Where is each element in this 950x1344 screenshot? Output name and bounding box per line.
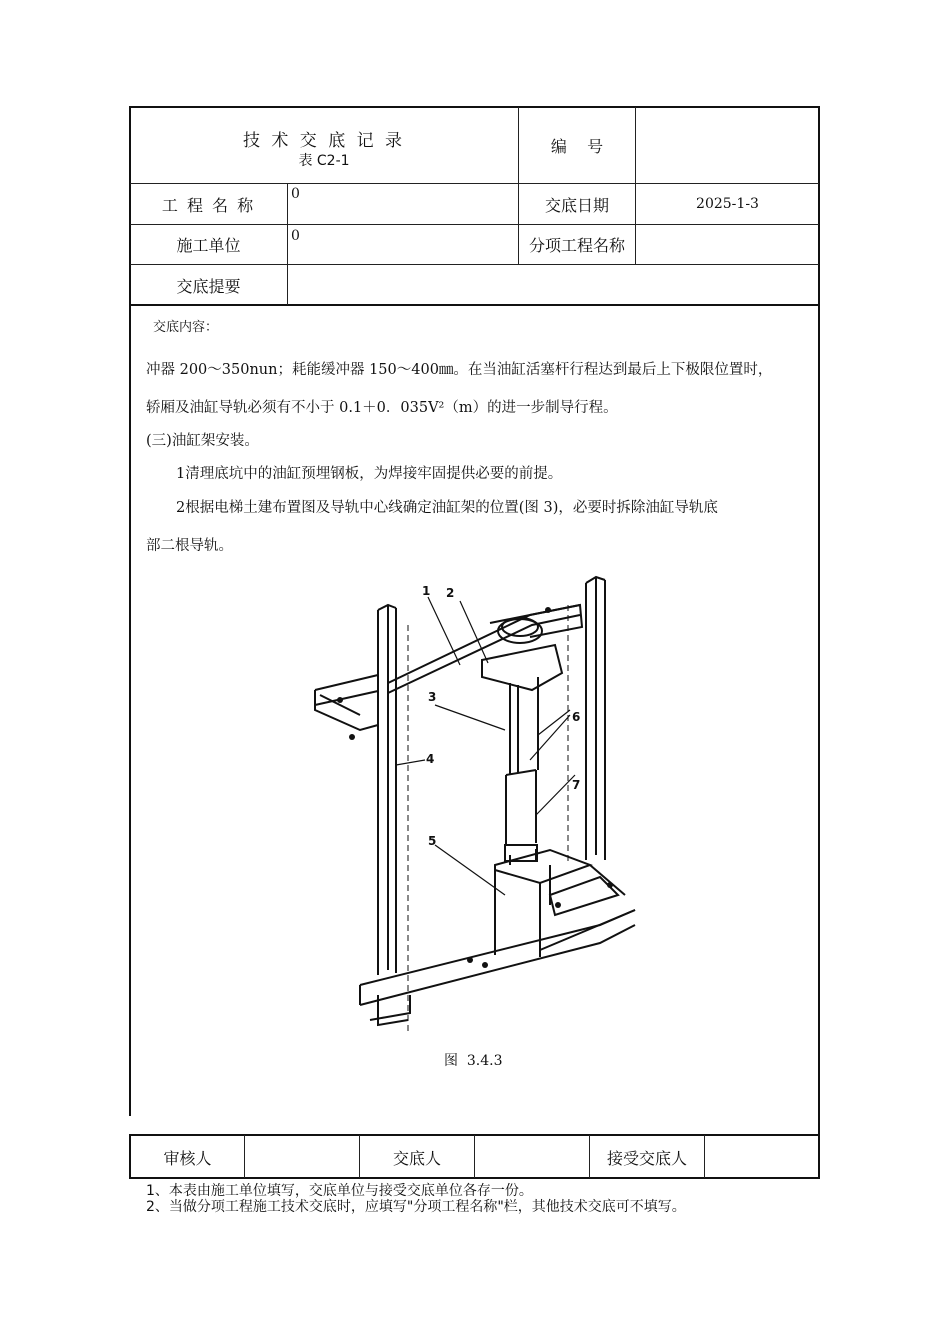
reviewer-value[interactable] [245, 1136, 359, 1178]
content-line: 冲器 200～350nun；耗能缓冲器 150～400㎜。在当油缸活塞杆行程达到最后上下极限位置时， [146, 362, 773, 378]
content-left-border [129, 305, 131, 1116]
summary-value[interactable] [288, 265, 819, 305]
oil-cylinder-frame-figure [300, 565, 640, 1045]
footnote: 2、当做分项工程施工技术交底时，应填写"分项工程名称"栏，其他技术交底可不填写。 [146, 1199, 686, 1215]
figure-caption: 图 3.4.3 [444, 1053, 503, 1069]
content-line: 轿厢及油缸导轨必须有不小于 0.1＋0．035V²（m）的进一步制导行程。 [146, 400, 618, 416]
contractor-value[interactable]: 0 [291, 228, 300, 244]
sub-project-value[interactable] [636, 225, 819, 264]
project-name-value[interactable]: 0 [291, 186, 300, 202]
receiver-value[interactable] [705, 1136, 818, 1178]
form-code: 表 C2-1 [298, 153, 350, 169]
figure-label: 6 [572, 710, 581, 724]
receiver-label: 接受交底人 [606, 1148, 687, 1168]
content-line: (三)油缸架安装。 [146, 433, 259, 449]
content-heading: 交底内容： [153, 320, 219, 335]
figure-label: 1 [422, 584, 431, 598]
content-line: 1清理底坑中的油缸预埋钢板，为焊接牢固提供必要的前提。 [176, 466, 563, 482]
reviewer-label: 审核人 [163, 1148, 212, 1168]
figure-label: 4 [426, 752, 435, 766]
footnote: 1、本表由施工单位填写，交底单位与接受交底单位各存一份。 [146, 1183, 533, 1199]
date-label: 交底日期 [544, 195, 609, 215]
figure-label: 7 [572, 778, 581, 792]
title-cell [130, 107, 518, 183]
figure-label: 2 [446, 586, 455, 600]
contractor-label: 施工单位 [176, 236, 241, 255]
content-line: 部二根导轨。 [146, 538, 233, 554]
project-name-label: 工 程 名 称 [161, 195, 256, 215]
summary-label: 交底提要 [176, 276, 241, 296]
page-title: 技 术 交 底 记 录 [242, 131, 406, 151]
content-line: 2根据电梯土建布置图及导轨中心线确定油缸架的位置(图 3)，必要时拆除油缸导轨底 [176, 500, 718, 516]
content-right-border [818, 305, 820, 1134]
number-value[interactable] [636, 107, 819, 183]
figure-label: 5 [428, 834, 437, 848]
sub-project-label: 分项工程名称 [528, 236, 625, 255]
presenter-label: 交底人 [392, 1148, 441, 1168]
date-value[interactable]: 2025-1-3 [696, 196, 759, 212]
figure-label: 3 [428, 690, 437, 704]
number-label: 编 号 [550, 136, 604, 156]
presenter-value[interactable] [475, 1136, 589, 1178]
